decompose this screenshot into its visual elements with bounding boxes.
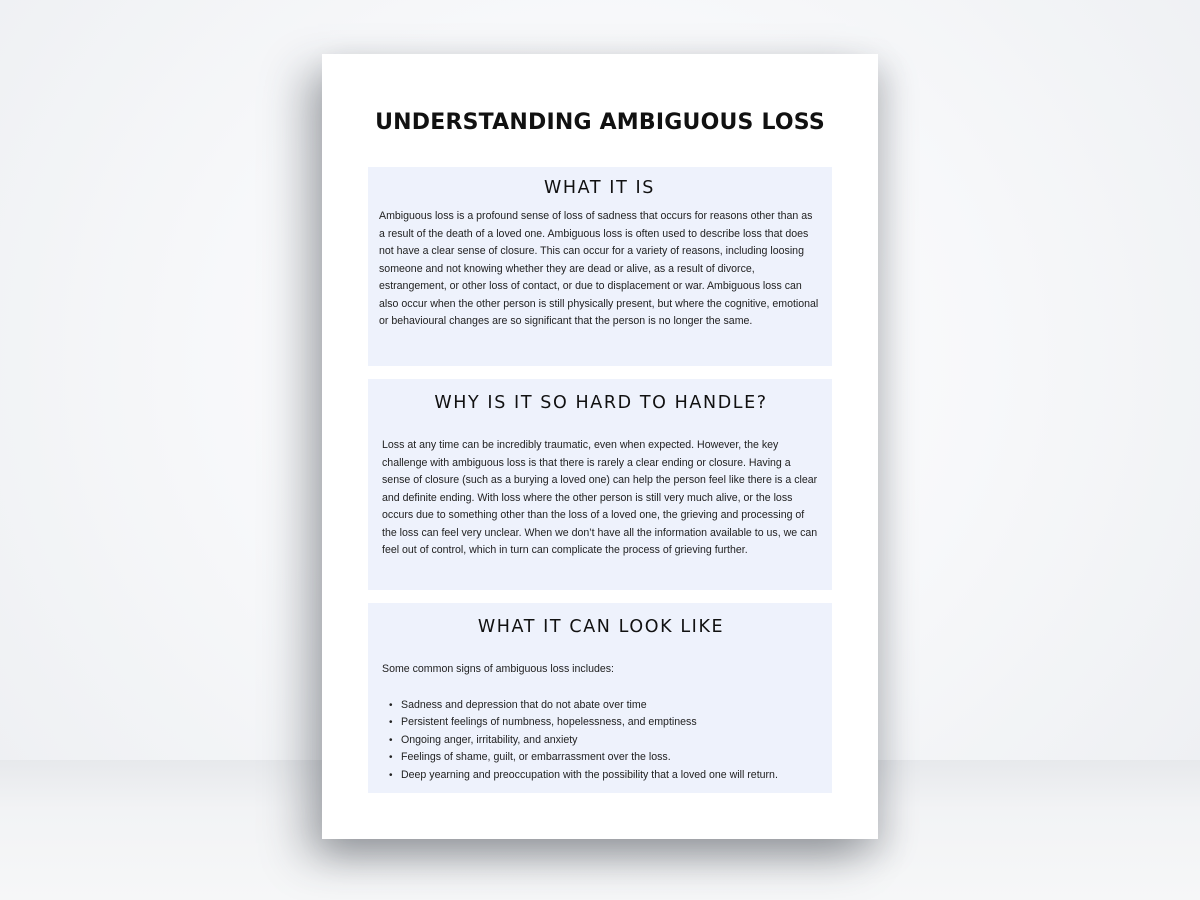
signs-list <box>382 697 820 785</box>
bullet-icon: • <box>389 699 393 711</box>
section-heading: WHY IS IT SO HARD TO HANDLE? <box>434 393 768 413</box>
section-why-hard <box>368 379 832 590</box>
bullet-icon: • <box>389 769 393 781</box>
list-item <box>389 732 820 750</box>
list-item <box>389 749 820 767</box>
section-body: Ambiguous loss is a profound sense of loss of sadness that occurs for reasons other than as a result of the death of a loved one. Ambiguous loss is often used to describe loss that does not have a clear sense of closure. This can occur for a variety of reasons, including loosing someone and not knowing whether they are dead or alive, as a result of divorce, estrangement, or other loss of contact, or due to displacement or war. Ambiguous loss can also occur when the other person is still physically present, but where the cognitive, emotional or behavioural changes are so significant that the person is no longer the same. <box>379 210 819 327</box>
section-what-it-looks-like <box>368 603 832 793</box>
section-body: Loss at any time can be incredibly traumatic, even when expected. However, the key challenge with ambiguous loss is that there is rarely a clear ending or closure. Having a sense of closure (such as a burying a loved one) can help the person feel like there is a clear and definite ending. With loss where the other person is still very much alive, or the loss occurs due to something other than the loss of a loved one, the grieving and processing of the loss can feel very unclear. When we don’t have all the information available to us, we can feel out of control, which in turn can complicate the process of grieving further. <box>382 439 818 556</box>
section-intro: Some common signs of ambiguous loss includes: <box>382 663 614 675</box>
document-page <box>322 54 878 839</box>
list-item <box>389 697 820 715</box>
bullet-icon: • <box>389 734 393 746</box>
list-item-text: Sadness and depression that do not abate over time <box>401 698 647 711</box>
section-heading: WHAT IT IS <box>543 178 655 198</box>
list-item-text: Feelings of shame, guilt, or embarrassment over the loss. <box>401 751 671 763</box>
list-item <box>389 767 820 785</box>
list-item-text: Persistent feelings of numbness, hopelessness, and emptiness <box>401 716 697 728</box>
section-heading: WHAT IT CAN LOOK LIKE <box>477 617 725 637</box>
page-title: UNDERSTANDING AMBIGUOUS LOSS <box>375 110 825 135</box>
bullet-icon: • <box>389 717 393 728</box>
bullet-icon: • <box>389 752 393 763</box>
list-item-text: Deep yearning and preoccupation with the possibility that a loved one will return. <box>401 768 778 781</box>
list-item <box>389 714 820 732</box>
list-item-text: Ongoing anger, irritability, and anxiety <box>401 733 578 746</box>
section-what-it-is <box>368 167 832 366</box>
